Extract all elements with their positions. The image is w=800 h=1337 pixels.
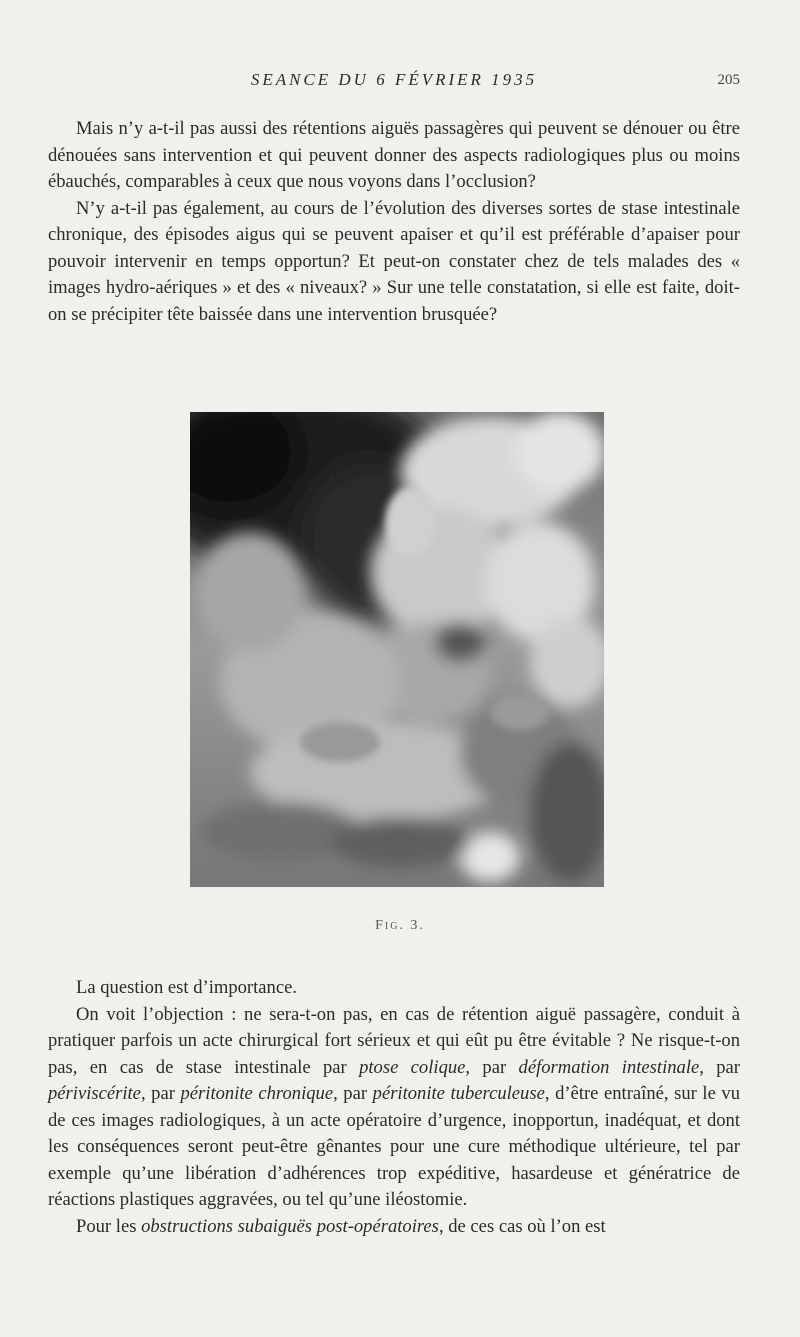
text-run: , de ces cas où l’on est: [438, 1215, 606, 1237]
page-header: [48, 70, 740, 94]
italic-term: périviscérite: [48, 1083, 141, 1104]
paragraph-3: La question est d’importance.: [76, 977, 297, 998]
text-run: On voit l’objection : ne sera-t-on pas, en cas de rétention aiguë passagère, conduit à pratiquer parfois un acte chirurgical fort sérieux et qui eût pu être évitable ? Ne risque-t-on pas, en cas de stase intestinale par: [48, 1003, 740, 1078]
text-run: , d’être entraîné, sur le vu de ces images radiologiques, à un acte opératoire d’urgence, inopportun, inadéquat, et dont les conséquences seront peut-être gênantes pour une cure méthodique ultérieure, tel par exemple qu’une libération d’adhérences trop expéditive, hasardeuse et génératrice de réactions plastiques aggravées, ou tel qu’une iléostomie.: [48, 1083, 741, 1210]
italic-term: ptose colique: [359, 1056, 466, 1078]
italic-term: déformation intestinale: [518, 1056, 700, 1078]
text-run: , par: [333, 1083, 373, 1104]
running-title: SEANCE DU 6 FÉVRIER 1935: [250, 70, 538, 89]
text-run: Pour les: [76, 1215, 142, 1237]
page-number: 205: [717, 72, 740, 88]
figure-caption: Fig. 3.: [375, 918, 425, 933]
text-run: , par: [465, 1056, 519, 1078]
text-run: , par: [699, 1056, 740, 1078]
italic-term: obstructions subaiguës post-opératoires: [141, 1215, 439, 1237]
radiograph-image: [190, 412, 604, 887]
italic-term: péritonite tuberculeuse: [372, 1083, 545, 1104]
paragraph-5: [48, 1214, 740, 1241]
top-text-block: [48, 116, 740, 328]
paragraph-4: [48, 1002, 740, 1214]
paragraph-1: Mais n’y a-t-il pas aussi des rétentions aiguës passagères qui peuvent se dénouer ou être dénouées sans intervention et qui peuvent donner des aspects radiologiques plus ou moins ébauchés, comparables à ceux que nous voyons dans l’occlusion?: [48, 118, 740, 192]
italic-term: péritonite chronique: [180, 1083, 334, 1104]
bottom-text-block: [48, 975, 740, 1240]
text-run: , par: [140, 1083, 181, 1104]
radiograph-figure: [190, 412, 604, 887]
paragraph-2: N’y a-t-il pas également, au cours de l’évolution des diverses sortes de stase intestinale chronique, des épisodes aigus qui se peuvent apaiser et qu’il est préférable d’apaiser pour pouvoir intervenir en temps opportun? Et peut-on constater chez de tels malades des « images hydro-aériques » et des « niveaux? » Sur une telle constatation, si elle est faite, doit-on se précipiter tête baissée dans une intervention brusquée?: [48, 197, 740, 325]
